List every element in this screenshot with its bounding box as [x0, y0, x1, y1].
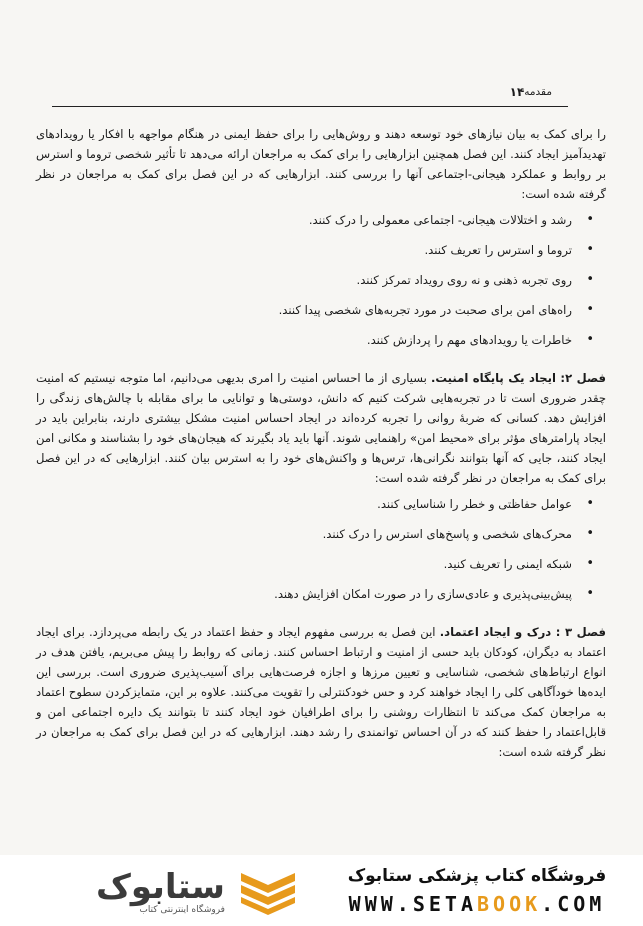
list-item: • شبکه ایمنی را تعریف کنید. [36, 554, 594, 584]
list-item: • رشد و اختلالات هیجانی- اجتماعی معمولی را درک کنند. [36, 210, 594, 240]
list-item: • پیش‌بینی‌پذیری و عادی‌سازی را در صورت امکان افزایش دهند. [36, 584, 594, 614]
wordmark [96, 867, 225, 915]
list-item: • عوامل حفاظتی و خطر را شناسایی کنند. [36, 494, 594, 524]
list-item: • محرک‌های شخصی و پاسخ‌های استرس را درک کنند. [36, 524, 594, 554]
store-name: فروشگاه کتاب پزشکی ستابوک [347, 865, 607, 886]
chapter-2-paragraph [36, 368, 606, 488]
url-part-1: WWW.SETA [348, 891, 477, 916]
chapter-2-text: بسیاری از ما احساس امنیت را امری بدیهی می‌دانیم، اما متوجه نیستیم که امنیت چقدر ضروری است تا در تجربه‌هایی شرکت کنیم که دانش، دوستی‌ها و توانایی ما برای مقابله با چالش‌های زندگی را افزایش دهد. کسانی که ضربهٔ روانی را تجربه کرده‌اند در ایجاد احساس امنیت مشکل بیشتری دارند، بنابراین باید در ایجاد پارامترهای مؤثر برای «محیط امن» راهنمایی شوند. آنها باید یاد بگیرند که هیجان‌های خود را بشناسند و مکانی امن ایجاد کنند، جایی که آنها بتوانند نگرانی‌ها، ترس‌ها و واکنش‌های خود را به استرس بیان کنند. ابزارهایی که در این فصل برای کمک به مراجعان در نظر گرفته شده است: [36, 371, 606, 485]
page-number: ۱۴ [509, 85, 525, 99]
list-item: • روی تجربه ذهنی و نه روی رویداد تمرکز کنند. [36, 270, 594, 300]
chapter-3-text: این فصل به بررسی مفهوم ایجاد و حفظ اعتماد در یک رابطه می‌پردازد. برای ایجاد اعتماد به دیگران، کودکان باید حسی از امنیت و ارتباط احساس کنند. زمانی که روابط را پیش می‌بریم، یافتن هدف در انواع ارتباط‌های شخصی، شناسایی و تعیین مرزها و اجازه فرصت‌هایی برای آسیب‌پذیری ضروری است. بررسی این ایده‌ها خودآگاهی کلی را ایجاد خواهند کرد و حس خودکنترلی را تقویت می‌کنند. علاوه بر این، متمایزکردن سطوح اعتماد به مراجعان کمک می‌کند تا انتظارات روشنی را برای اطرافیان خود ایجاد کنند تا بتوانند یک دایره اجتماعی امن و قابل‌اعتماد را حفظ کنند که در آن احساس توانمندی را رشد دهند. ابزارهایی که در این فصل برای کمک به مراجعان در نظر گرفته شده است: [36, 625, 606, 759]
intro-paragraph: را برای کمک به بیان نیازهای خود توسعه دهند و روش‌هایی را برای حفظ ایمنی در هنگام مواجهه با افکار یا رویدادهای تهدیدآمیز ایجاد کنند. این فصل همچنین ابزارهایی را برای کمک به مراجعان ارائه می‌دهد تا تأثیر شخصی تروما و استرس بر روابط و عملکرد هیجانی-اجتماعی آنها را بررسی کنند. ابزارهایی که در این فصل برای کمک به مراجعان در نظر گرفته شده است: [36, 127, 606, 201]
bullet-list-2 [36, 494, 606, 614]
wordmark-text: ستابوک [96, 866, 225, 907]
list-item: • تروما و استرس را تعریف کنند. [36, 240, 594, 270]
header-rule [52, 106, 568, 107]
url-part-2: BOOK [477, 891, 542, 916]
url-part-3: .COM [541, 891, 606, 916]
bullet-list-1 [36, 210, 606, 360]
store-url[interactable] [349, 892, 606, 916]
store-footer [0, 855, 643, 926]
chapter-2-lead: فصل ۲: ایجاد یک پایگاه امنیت. [431, 371, 607, 385]
wordmark-subtitle: فروشگاه اینترنتی کتاب [139, 904, 225, 915]
store-logo [96, 867, 299, 915]
list-item: • راه‌های امن برای صحبت در مورد تجربه‌های شخصی پیدا کنند. [36, 300, 594, 330]
list-item: • خاطرات یا رویدادهای مهم را پردازش کنند. [36, 330, 594, 360]
running-head-title: مقدمه [524, 86, 552, 98]
book-logo-icon [237, 867, 299, 915]
chapter-3-lead: فصل ۳ : درک و ایجاد اعتماد. [439, 625, 607, 639]
store-info [317, 866, 637, 916]
body-text [36, 124, 606, 766]
running-head [52, 82, 566, 102]
chapter-3-paragraph [36, 622, 606, 762]
